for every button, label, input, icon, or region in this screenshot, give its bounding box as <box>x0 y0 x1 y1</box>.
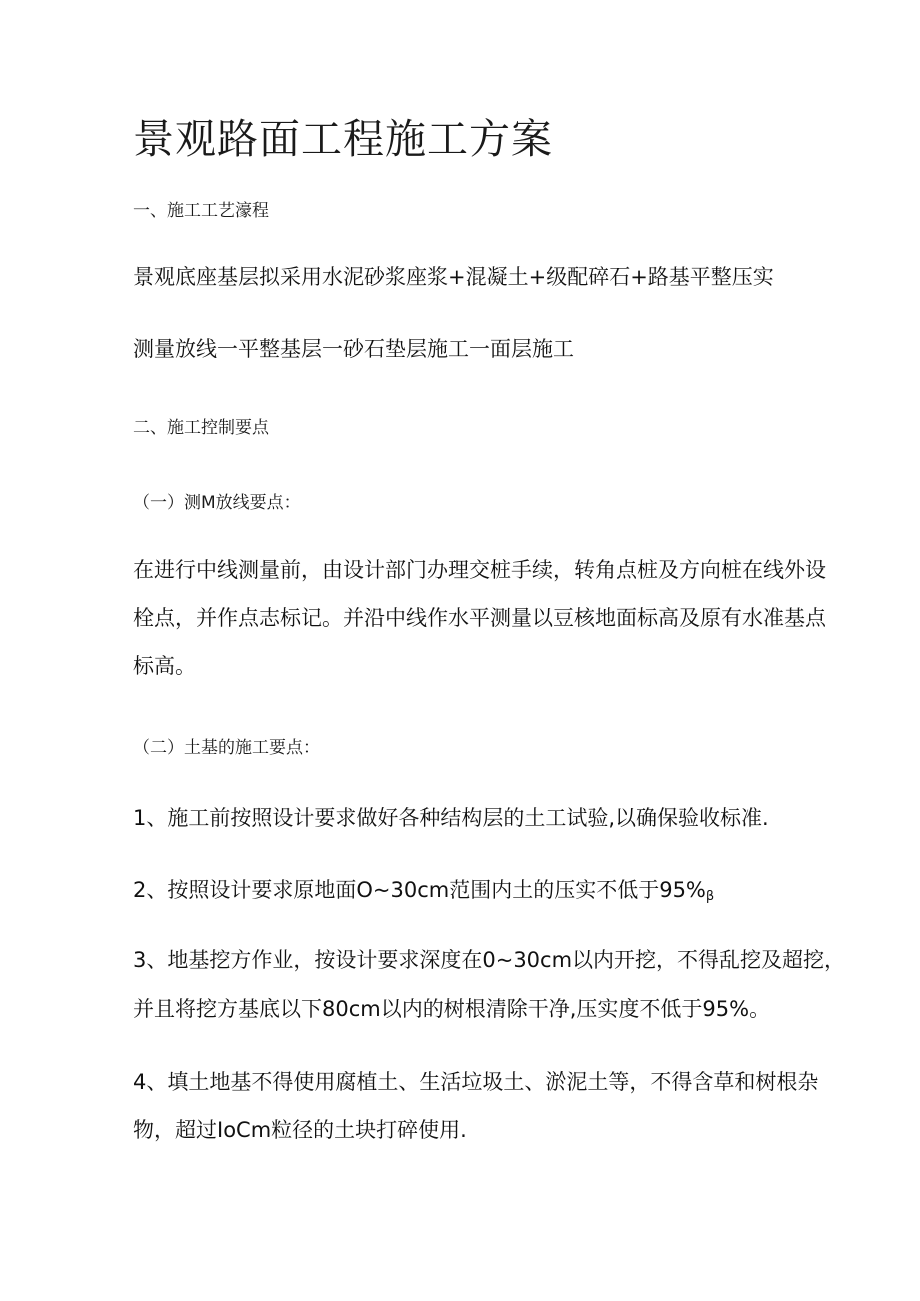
document-title: 景观路面工程施工方案 <box>133 115 553 163</box>
list-item-4-line: 4、填土地基不得使用腐植土、生活垃圾土、淤泥土等，不得含草和树根杂 <box>133 1070 819 1094</box>
section-1-paragraph-2: 测量放线一平整基层一砂石垫层施工一面层施工 <box>133 337 574 361</box>
subsection-1-line: 标高。 <box>133 654 196 678</box>
section-1-paragraph-1: 景观底座基层拟采用水泥砂浆座浆+混凝土+级配碎石+路基平整压实 <box>133 265 774 289</box>
subsection-1-heading: （一）测M放线要点： <box>133 493 301 513</box>
list-item-3-line: 并且将挖方基底以下80cm以内的树根清除干净,压实度不低于95%。 <box>133 997 771 1021</box>
section-1-heading: 一、施工工艺濠程 <box>133 201 269 221</box>
subsection-2-heading: （二）土基的施工要点： <box>133 738 320 758</box>
subsection-1-line: 栓点，并作点志标记。并沿中线作水平测量以豆核地面标高及原有水准基点 <box>133 606 826 630</box>
section-2-heading: 二、施工控制要点 <box>133 418 269 438</box>
subsection-1-line: 在进行中线测量前，由设计部门办理交桩手续，转角点桩及方向桩在线外设 <box>133 558 826 582</box>
list-item-4-line: 物，超过IoCm粒径的土块打碎使用. <box>133 1118 467 1142</box>
list-item-3-line: 3、地基挖方作业，按设计要求深度在0~30cm以内开挖，不得乱挖及超挖， <box>133 948 846 972</box>
list-item-2-tail: β <box>705 889 715 904</box>
list-item-2 <box>133 874 714 904</box>
list-item-1: 1、施工前按照设计要求做好各种结构层的土工试验,以确保验收标准. <box>133 806 769 830</box>
list-item-2-text: 2、按照设计要求原地面O~30cm范围内土的压实不低于95% <box>133 878 706 902</box>
